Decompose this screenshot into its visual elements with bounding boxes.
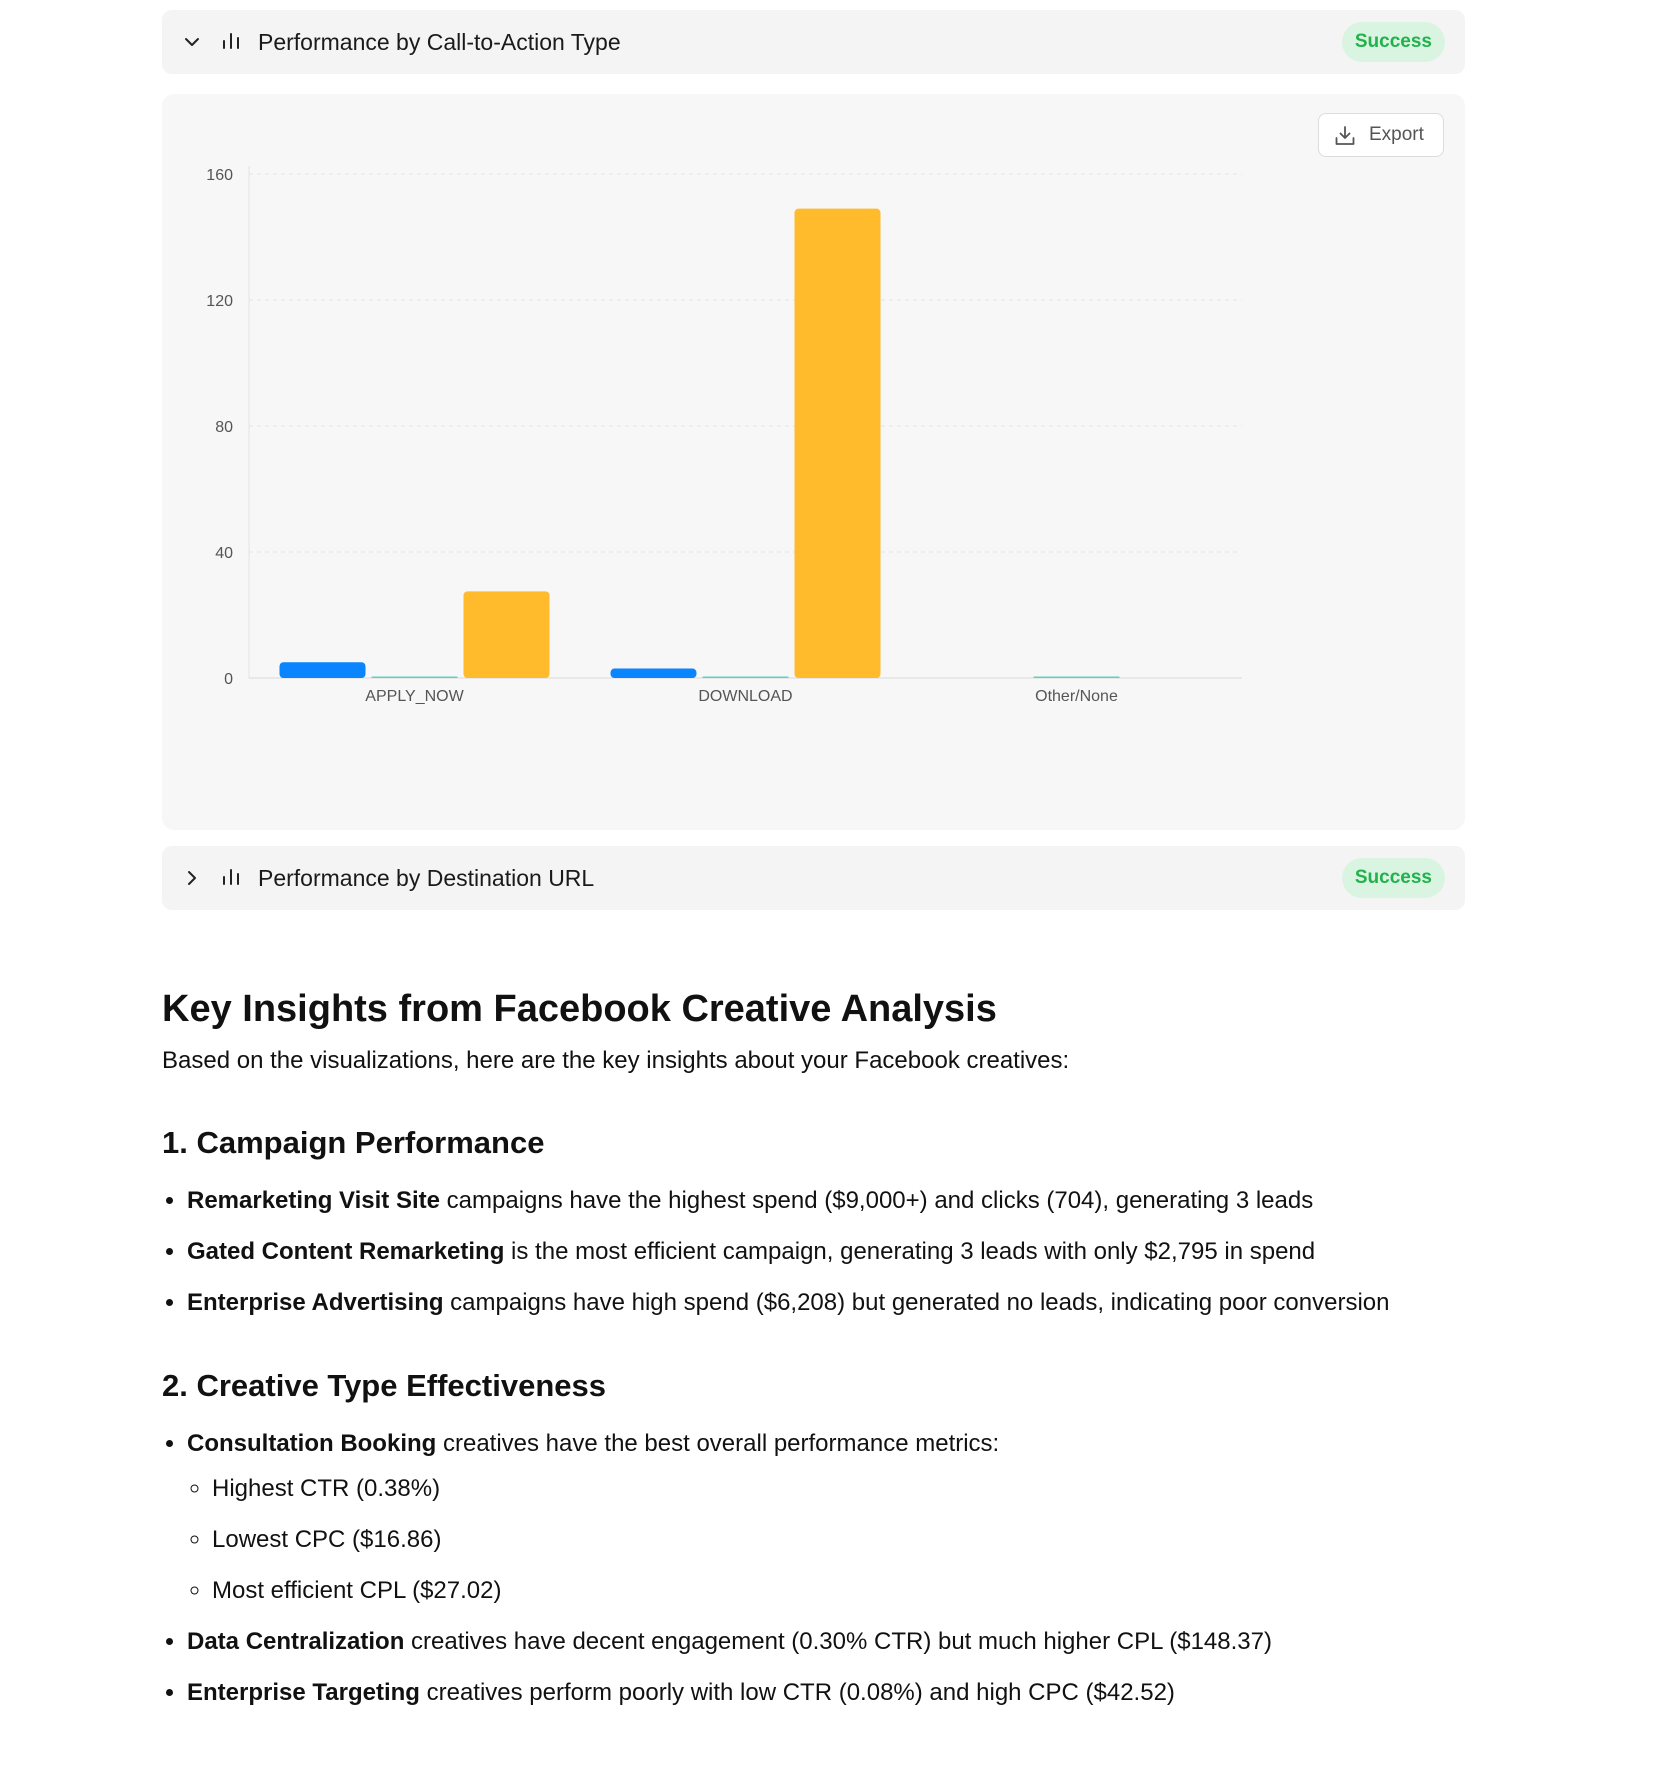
item-text: campaigns have the highest spend ($9,000+) and clicks (704), generating 3 leads [439,1187,1314,1214]
item-text: creatives perform poorly with low CTR (0.08%) and high CPC ($42.52) [419,1679,1175,1706]
sub-list-item: ◦ Highest CTR (0.38%) [212,1469,1465,1508]
insights-heading: Key Insights from Facebook Creative Analysis [162,988,997,1030]
list-item [187,1181,1465,1220]
bar [795,209,881,678]
panel-title: Performance by Destination URL [258,865,595,891]
bar [372,677,458,679]
y-tick-label: 160 [206,167,233,184]
bar-chart-icon [220,30,242,52]
panel-title: Performance by Call-to-Action Type [258,29,621,55]
item-text: campaigns have high spend ($6,208) but generated no leads, indicating poor conversion [443,1289,1390,1316]
item-bold: Data Centralization [187,1628,405,1655]
y-tick-label: 40 [215,545,233,562]
insights-section [162,985,1465,1724]
status-badge: Success [1342,858,1445,898]
chevron-down-icon[interactable] [182,32,202,52]
item-bold: Gated Content Remarketing [187,1238,505,1265]
item-text: creatives have the best overall performance metrics: [436,1430,1000,1457]
list-item [187,1673,1465,1712]
section-heading: 2. Creative Type Effectiveness [162,1368,606,1403]
y-tick-label: 120 [206,293,233,310]
cta-bar-chart [162,94,1465,830]
sub-list-item: ◦ Lowest CPC ($16.86) [212,1520,1465,1559]
panel-header-destination[interactable] [162,846,1465,910]
export-label: Export [1369,124,1424,145]
creative-list [162,1424,1465,1712]
bar [280,662,366,678]
bar [611,669,697,678]
item-text: creatives have decent engagement (0.30% CTR) but much higher CPL ($148.37) [404,1628,1272,1655]
item-bold: Consultation Booking [187,1430,437,1457]
x-tick-label: DOWNLOAD [698,688,793,705]
chart-card [162,94,1465,830]
item-bold: Enterprise Targeting [187,1679,420,1706]
list-item [187,1232,1465,1271]
bar [703,677,789,679]
bar [1034,677,1120,679]
list-item [187,1283,1465,1322]
campaign-list [162,1181,1465,1322]
list-item [187,1622,1465,1661]
chevron-right-icon[interactable] [182,868,202,888]
bar-chart-icon [220,866,242,888]
y-tick-label: 0 [224,671,233,688]
insights-intro: Based on the visualizations, here are the key insights about your Facebook creatives: [162,1047,1070,1074]
section-heading: 1. Campaign Performance [162,1125,545,1160]
list-item [187,1424,1465,1610]
item-bold: Enterprise Advertising [187,1289,444,1316]
sub-list [187,1469,1465,1610]
x-tick-label: Other/None [1035,688,1118,705]
x-tick-label: APPLY_NOW [365,688,464,705]
panel-header-cta[interactable] [162,10,1465,74]
item-bold: Remarketing Visit Site [187,1187,440,1214]
bar [464,591,550,678]
status-badge: Success [1342,22,1445,62]
item-text: is the most efficient campaign, generating 3 leads with only $2,795 in spend [504,1238,1316,1265]
y-tick-label: 80 [215,419,233,436]
sub-list-item: ◦ Most efficient CPL ($27.02) [212,1571,1465,1610]
